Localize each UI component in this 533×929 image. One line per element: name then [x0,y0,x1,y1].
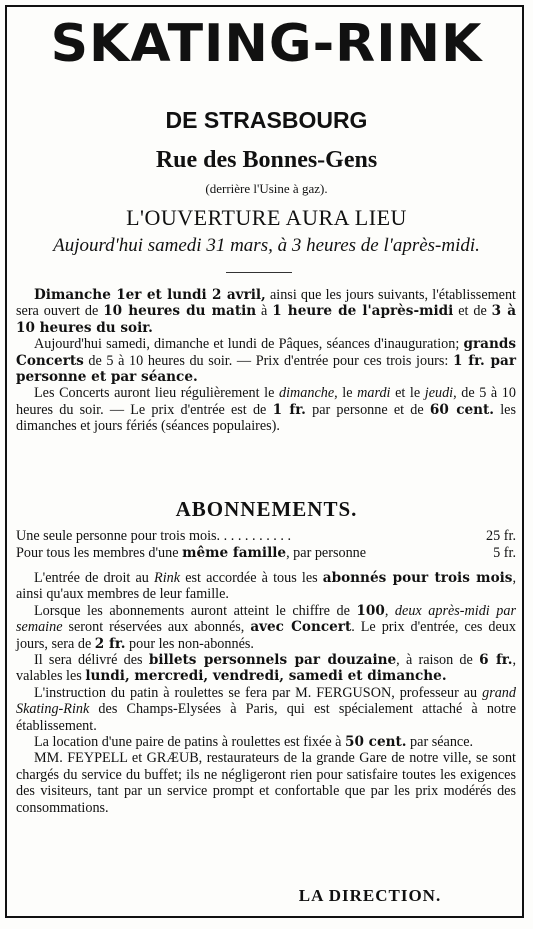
subscription-row: Pour tous les membres d'une même famille, par personne 5 fr. [16,545,516,561]
paragraph-opening-hours: Dimanche 1er et lundi 2 avril, ainsi que les jours suivants, l'établissement sera ouvert de 10 heures du matin à 1 heure de l'après-midi et de 3 à 10 heures du soir. [16,287,517,336]
paragraph-concerts: Les Concerts auront lieu régulièrement le dimanche, le mardi et le jeudi, de 5 à 10 heures du soir. — Le prix d'entrée est de 1 fr. par personne et de 60 cent. les dimanches et jours fériés (séances populaires). [16,385,516,435]
poster-subtitle: DE STRASBOURG [165,107,368,133]
subscription-row: Une seule personne pour trois mois. . . . . . . . . . . 25 fr. [16,528,516,544]
paragraph-buffet: MM. FEYPELL et GRÆUB, restaurateurs de la grande Gare de notre ville, se sont chargés du service du buffet; ils ne négligeront rien pour satisfaire toutes les exigences des visiteurs, tant par un service prompt et confortable que par les prix modérés des consommations. [16,750,516,816]
subscription-price: 25 fr. [486,528,516,544]
street-address: Rue des Bonnes-Gens [155,147,378,173]
paragraph-entry-rights: L'entrée de droit au Rink est accordée à tous les abonnés pour trois mois, ainsi qu'aux membres de leur famille. [16,570,516,603]
poster-title: SKATING-RINK [50,14,483,74]
rules-section [16,570,516,816]
paragraph-tickets: Il sera délivré des billets personnels par douzaine, à raison de 6 fr., valables les lundi, mercredi, vendredi, samedi et dimanche. [16,652,516,685]
street-note: (derrière l'Usine à gaz). [205,181,328,196]
paragraph-skate-rental: La location d'une paire de patins à roulettes est fixée à 50 cent. par séance. [34,734,474,751]
opening-date: Aujourd'hui samedi 31 mars, à 3 heures de l'après-midi. [53,235,480,256]
abonnements-heading: ABONNEMENTS. [175,497,358,521]
paragraph-inauguration: Aujourd'hui samedi, dimanche et lundi de Pâques, séances d'inauguration; grands Concerts de 5 à 10 heures du soir. — Prix d'entrée pour ces trois jours: 1 fr. par personne et par séance. [16,336,516,386]
paragraph-instruction: L'instruction du patin à roulettes se fera par M. FERGUSON, professeur au grand Skating-Rink des Champs-Elysées à Paris, qui est spécialement attaché à notre établissement. [16,684,516,734]
signature: LA DIRECTION. [298,886,442,905]
divider-rule [226,272,292,273]
subscription-price: 5 fr. [493,545,516,561]
schedule-section [16,287,516,435]
paragraph-subscriber-afternoons: Lorsque les abonnements auront atteint le chiffre de 100, deux après-midi par semaine seront réservées aux abonnés, avec Concert. Le prix d'entrée, ces deux jours, sera de 2 fr. pour les non-abonnés. [16,602,516,652]
opening-heading: L'OUVERTURE AURA LIEU [126,205,407,230]
